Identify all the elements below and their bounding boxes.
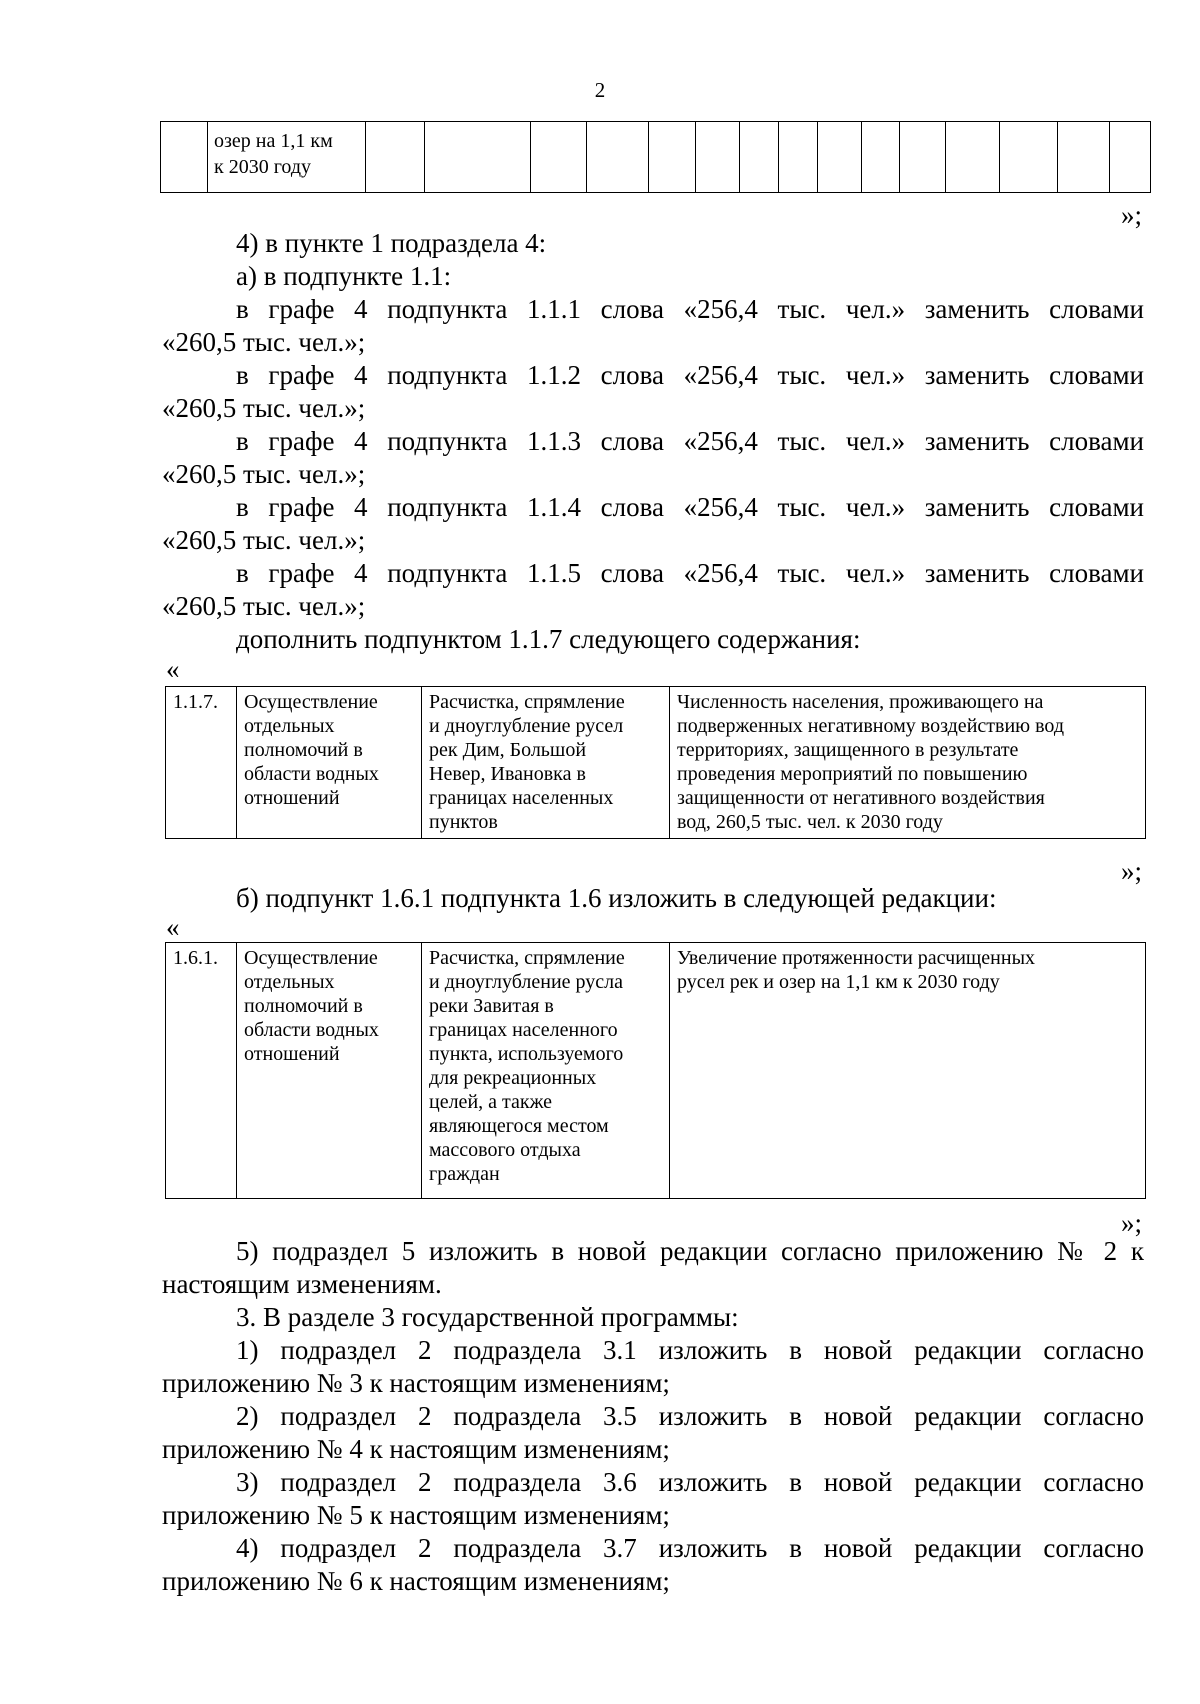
indicator-cell bbox=[670, 687, 1146, 839]
cell-line: Осуществление bbox=[244, 691, 378, 713]
cell-line: массового отдыха bbox=[429, 1139, 581, 1161]
table-cell bbox=[208, 122, 366, 193]
cell-line: пункта, используемого bbox=[429, 1043, 624, 1065]
table-subitem-1-1-7 bbox=[165, 686, 1146, 839]
cell-line: Расчистка, спрямление bbox=[429, 947, 625, 969]
paragraph-line: «260,5 тыс. чел.»; bbox=[162, 591, 366, 621]
table-cell bbox=[862, 122, 900, 193]
cell-line: отношений bbox=[244, 787, 340, 809]
cell-line: для рекреационных bbox=[429, 1067, 597, 1089]
cell-line: отдельных bbox=[244, 971, 335, 993]
paragraph-line: в графе 4 подпункта 1.1.3 слова «256,4 тыс. чел.» заменить словами bbox=[236, 426, 1144, 456]
paragraph-line: в графе 4 подпункта 1.1.1 слова «256,4 тыс. чел.» заменить словами bbox=[236, 294, 1144, 324]
opening-quote: « bbox=[166, 912, 180, 942]
paragraph-line: 1) подраздел 2 подраздела 3.1 изложить в новой редакции согласно bbox=[236, 1335, 1144, 1365]
paragraph-line: 5) подраздел 5 изложить в новой редакции согласно приложению № 2 к bbox=[236, 1236, 1144, 1266]
cell-line: защищенности от негативного воздействия bbox=[677, 787, 1045, 809]
paragraph-line: 3) подраздел 2 подраздела 3.6 изложить в новой редакции согласно bbox=[236, 1467, 1144, 1497]
table-cell bbox=[779, 122, 818, 193]
table-cell bbox=[696, 122, 740, 193]
cell-line: пунктов bbox=[429, 811, 498, 833]
table-cell bbox=[1000, 122, 1058, 193]
cell-line: являющегося местом bbox=[429, 1115, 609, 1137]
paragraph-line: приложению № 4 к настоящим изменениям; bbox=[162, 1434, 670, 1464]
paragraph-line: приложению № 6 к настоящим изменениям; bbox=[162, 1566, 670, 1596]
cell-line: отношений bbox=[244, 1043, 340, 1065]
paragraph-line: дополнить подпунктом 1.1.7 следующего содержания: bbox=[236, 624, 861, 654]
cell-line: русел рек и озер на 1,1 км к 2030 году bbox=[677, 971, 1000, 993]
paragraph-line: в графе 4 подпункта 1.1.5 слова «256,4 тыс. чел.» заменить словами bbox=[236, 558, 1144, 588]
cell-line: подверженных негативному воздействию вод bbox=[677, 715, 1065, 737]
item-number-cell: 1.1.7. bbox=[166, 687, 237, 839]
table-cell bbox=[818, 122, 862, 193]
activity-cell bbox=[237, 943, 422, 1199]
cell-line: отдельных bbox=[244, 715, 335, 737]
paragraph-line: «260,5 тыс. чел.»; bbox=[162, 525, 366, 555]
table-subitem-1-6-1 bbox=[165, 942, 1146, 1199]
table-cell bbox=[1110, 122, 1151, 193]
section-heading: 4) в пункте 1 подраздела 4: bbox=[236, 228, 547, 258]
cell-line: и дноуглубление русел bbox=[429, 715, 624, 737]
table-cell bbox=[946, 122, 1000, 193]
cell-line: реки Завитая в bbox=[429, 995, 554, 1017]
cell-text: к 2030 году bbox=[214, 156, 312, 178]
subsection-label: б) подпункт 1.6.1 подпункта 1.6 изложить в следующей редакции: bbox=[236, 883, 997, 913]
table-cell bbox=[366, 122, 425, 193]
table-cell bbox=[1058, 122, 1110, 193]
cell-line: границах населенного bbox=[429, 1019, 618, 1041]
cell-line: полномочий в bbox=[244, 739, 363, 761]
table-cell bbox=[587, 122, 649, 193]
cell-line: проведения мероприятий по повышению bbox=[677, 763, 1028, 785]
paragraph-line: приложению № 5 к настоящим изменениям; bbox=[162, 1500, 670, 1530]
cell-line: Увеличение протяженности расчищенных bbox=[677, 947, 1036, 969]
table-cell bbox=[425, 122, 531, 193]
paragraph-line: настоящим изменениям. bbox=[162, 1269, 442, 1299]
cell-line: границах населенных bbox=[429, 787, 614, 809]
cell-line: области водных bbox=[244, 763, 379, 785]
cell-text: озер на 1,1 км bbox=[214, 130, 333, 152]
top-table-fragment bbox=[160, 121, 1151, 193]
cell-line: вод, 260,5 тыс. чел. к 2030 году bbox=[677, 811, 943, 833]
table-cell bbox=[900, 122, 946, 193]
closing-quote: »; bbox=[1120, 1208, 1142, 1238]
cell-line: территориях, защищенного в результате bbox=[677, 739, 1019, 761]
opening-quote: « bbox=[166, 654, 180, 684]
item-number-cell: 1.6.1. bbox=[166, 943, 237, 1199]
closing-quote: »; bbox=[1120, 856, 1142, 886]
cell-line: полномочий в bbox=[244, 995, 363, 1017]
table-row bbox=[166, 943, 1146, 1199]
indicator-cell bbox=[670, 943, 1146, 1199]
cell-line: и дноуглубление русла bbox=[429, 971, 624, 993]
cell-line: Осуществление bbox=[244, 947, 378, 969]
section-heading: 3. В разделе 3 государственной программы: bbox=[236, 1302, 739, 1332]
paragraph-line: «260,5 тыс. чел.»; bbox=[162, 459, 366, 489]
paragraph-line: «260,5 тыс. чел.»; bbox=[162, 393, 366, 423]
paragraph-line: «260,5 тыс. чел.»; bbox=[162, 327, 366, 357]
cell-line: Численность населения, проживающего на bbox=[677, 691, 1044, 713]
paragraph-line: 4) подраздел 2 подраздела 3.7 изложить в новой редакции согласно bbox=[236, 1533, 1144, 1563]
table-cell bbox=[531, 122, 587, 193]
cell-line: Невер, Ивановка в bbox=[429, 763, 586, 785]
subsection-label: а) в подпункте 1.1: bbox=[236, 261, 452, 291]
table-row bbox=[161, 122, 1151, 193]
paragraph-line: в графе 4 подпункта 1.1.2 слова «256,4 тыс. чел.» заменить словами bbox=[236, 360, 1144, 390]
page-number: 2 bbox=[594, 78, 606, 102]
cell-line: области водных bbox=[244, 1019, 379, 1041]
cell-line: граждан bbox=[429, 1163, 500, 1185]
table-cell bbox=[649, 122, 696, 193]
measure-cell bbox=[422, 687, 670, 839]
paragraph-line: 2) подраздел 2 подраздела 3.5 изложить в новой редакции согласно bbox=[236, 1401, 1144, 1431]
cell-line: рек Дим, Большой bbox=[429, 739, 587, 761]
measure-cell bbox=[422, 943, 670, 1199]
table-cell bbox=[740, 122, 779, 193]
cell-line: Расчистка, спрямление bbox=[429, 691, 625, 713]
table-cell bbox=[161, 122, 208, 193]
table-row bbox=[166, 687, 1146, 839]
paragraph-line: приложению № 3 к настоящим изменениям; bbox=[162, 1368, 670, 1398]
paragraph-line: в графе 4 подпункта 1.1.4 слова «256,4 тыс. чел.» заменить словами bbox=[236, 492, 1144, 522]
closing-quote: »; bbox=[1120, 200, 1142, 230]
cell-line: целей, а также bbox=[429, 1091, 553, 1113]
activity-cell bbox=[237, 687, 422, 839]
